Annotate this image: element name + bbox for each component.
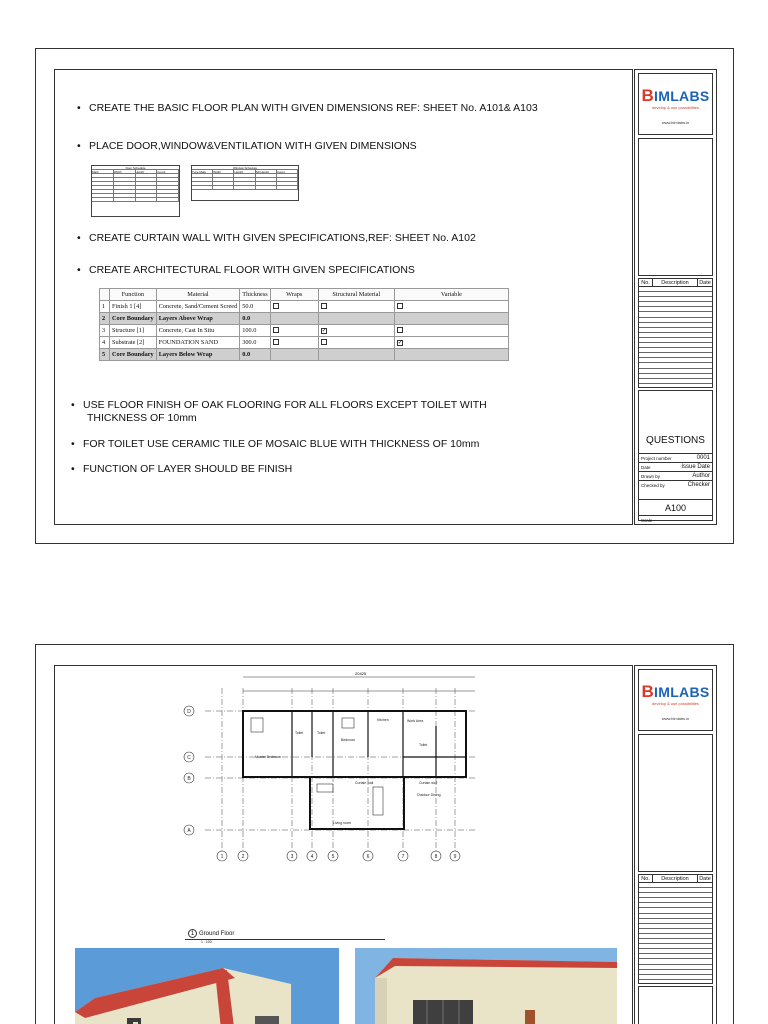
checked-by-row: [639, 480, 712, 489]
window-schedule-header: Width: [213, 170, 234, 173]
title-block-info: [638, 390, 713, 521]
grid-row-label: C: [187, 755, 191, 761]
view-title: [188, 929, 234, 938]
layer-thickness: 0.0: [240, 349, 271, 361]
room-label: Curtain wall: [419, 781, 438, 785]
sheet-title: QUESTIONS: [646, 435, 705, 446]
window-schedule-header: Height: [234, 170, 255, 173]
room-label: Toilet: [317, 731, 326, 735]
logo-tagline: develop & use possibilities: [652, 701, 699, 706]
window-schedule-header: Sill Height: [256, 170, 277, 173]
floor-layers-table: [99, 288, 509, 361]
title-block: [634, 665, 717, 1024]
layer-thickness: 100.0: [240, 325, 271, 337]
checked-by: Checker: [687, 482, 710, 488]
grid-row-label: B: [187, 776, 191, 782]
scale-row: [639, 515, 712, 524]
room-label: Toilet: [419, 743, 428, 747]
logo-text: IMLABS: [654, 684, 710, 700]
post-instruction-1: • USE FLOOR FINISH OF OAK FLOORING FOR ALL FLOORS EXCEPT TOILET WITH: [71, 399, 487, 411]
layer-thickness: 300.0: [240, 337, 271, 349]
structural-checkbox[interactable]: [321, 303, 327, 309]
variable-checkbox[interactable]: [397, 327, 403, 333]
door-schedule-header: Width: [114, 170, 136, 173]
layer-structural: [318, 337, 394, 349]
sheet-ground-floor: [35, 644, 734, 1024]
room-label: Outdoor Dining: [417, 793, 441, 797]
layer-wraps: [270, 301, 318, 313]
drawn-by-label: Drawn by: [641, 474, 661, 479]
view-title-text: Ground Floor: [199, 931, 235, 938]
drawn-by: Author: [692, 473, 710, 479]
layer-number: 3: [100, 325, 110, 337]
logo: [638, 73, 713, 135]
layer-structural: [318, 301, 394, 313]
layer-function: Core Boundary: [110, 313, 157, 325]
project-number-label: Project number: [641, 456, 672, 461]
wraps-checkbox[interactable]: [273, 339, 279, 345]
layer-number: 4: [100, 337, 110, 349]
room-label: Bedroom: [341, 738, 356, 742]
layer-material: FOUNDATION SAND: [156, 337, 240, 349]
room-label: Kitchen: [377, 718, 389, 722]
revision-table: [638, 278, 713, 388]
room-label: Master Bedroom: [255, 755, 281, 759]
render-view-rear: [355, 948, 617, 1024]
revision-date-header: Date: [699, 876, 711, 882]
instruction-2: • PLACE DOOR,WINDOW&VENTILATION WITH GIVEN DIMENSIONS: [77, 140, 417, 152]
grid-column-label: 2: [241, 854, 245, 860]
layer-thickness: 0.0: [240, 313, 271, 325]
view-scale: 1 : 100: [201, 940, 212, 944]
structural-checkbox[interactable]: ✓: [321, 328, 327, 334]
brand-logo: [641, 86, 709, 106]
revision-description-header: Description: [653, 875, 698, 882]
window-schedule-header: Count: [277, 170, 298, 173]
grid-column-label: 4: [310, 854, 314, 860]
post-instruction-1-cont: THICKNESS OF 10mm: [87, 412, 197, 424]
layer-number: 2: [100, 313, 110, 325]
instruction-1: • CREATE THE BASIC FLOOR PLAN WITH GIVEN DIMENSIONS REF: SHEET No. A101& A103: [77, 102, 538, 114]
layer-function: Structure [1]: [110, 325, 157, 337]
grid-column-label: 3: [290, 854, 294, 860]
logo-text: IMLABS: [654, 88, 710, 104]
scale-label: Scale: [641, 518, 653, 523]
project-number: 0001: [696, 455, 710, 461]
layer-structural: [318, 325, 394, 337]
door-schedule: [91, 165, 180, 217]
grid-column-label: 6: [366, 854, 370, 860]
drawn-by-row: [639, 471, 712, 480]
logo-b: B: [641, 86, 655, 105]
title-block-blank: [638, 734, 713, 872]
post-instruction-3: • FUNCTION OF LAYER SHOULD BE FINISH: [71, 463, 292, 475]
grid-row-label: D: [187, 709, 191, 715]
logo-url: www.bimlabs.in: [661, 716, 690, 721]
revision-table: [638, 874, 713, 984]
layer-wraps: [270, 325, 318, 337]
layer-number: 1: [100, 301, 110, 313]
revision-no-header: No.: [639, 279, 653, 286]
layers-header: Wraps: [270, 289, 318, 301]
layer-material: Concrete, Cast In Situ: [156, 325, 240, 337]
overall-dimension: 20425: [355, 671, 367, 676]
wraps-checkbox[interactable]: [273, 327, 279, 333]
layer-function: Finish 1 [4]: [110, 301, 157, 313]
render-view-front: [75, 948, 339, 1024]
revision-no-header: No.: [639, 875, 653, 882]
table-row: [100, 301, 509, 313]
issue-date: Issue Date: [681, 464, 710, 470]
grid-column-label: 5: [331, 854, 335, 860]
view-title-underline: [185, 939, 385, 940]
window-schedule: [191, 165, 299, 201]
layers-header: Material: [156, 289, 240, 301]
grid-column-label: 1: [220, 854, 224, 860]
layer-variable: [394, 325, 508, 337]
layer-number: 5: [100, 349, 110, 361]
variable-checkbox[interactable]: [397, 303, 403, 309]
layer-material: Layers Above Wrap: [156, 313, 240, 325]
sheet-drawing-area: [54, 665, 633, 1024]
room-label: Curtain wall: [355, 781, 374, 785]
layer-wraps: [270, 337, 318, 349]
door-schedule-header: Mark: [92, 170, 114, 173]
layers-header: Function: [110, 289, 157, 301]
layer-function: Core Boundary: [110, 349, 157, 361]
window-schedule-header: Type Mark: [192, 170, 213, 173]
room-label: Work Area: [407, 719, 424, 723]
room-label: Toilet: [295, 731, 304, 735]
layers-header: Thickness: [240, 289, 271, 301]
door-schedule-title: Door Schedule: [125, 166, 146, 169]
door-schedule-header: Height: [136, 170, 158, 173]
logo-tagline: develop & use possibilities: [652, 105, 699, 110]
checked-by-label: Checked by: [641, 483, 665, 488]
logo: [638, 669, 713, 731]
revision-description-header: Description: [653, 279, 698, 286]
instruction-3: • CREATE CURTAIN WALL WITH GIVEN SPECIFICATIONS,REF: SHEET No. A102: [77, 232, 476, 244]
layers-header: [100, 289, 110, 301]
layers-header: Variable: [394, 289, 508, 301]
revision-date-header: Date: [699, 280, 711, 286]
date-row: [639, 462, 712, 471]
instruction-4: • CREATE ARCHITECTURAL FLOOR WITH GIVEN SPECIFICATIONS: [77, 264, 415, 276]
post-instruction-2: • FOR TOILET USE CERAMIC TILE OF MOSAIC BLUE WITH THICKNESS OF 10mm: [71, 438, 479, 450]
table-row: [100, 325, 509, 337]
layer-function: Substrate [2]: [110, 337, 157, 349]
layer-variable: [394, 337, 508, 349]
table-row: [100, 313, 509, 325]
layer-variable: [394, 301, 508, 313]
sheet-questions: [35, 48, 734, 544]
door-schedule-header: Count: [157, 170, 179, 173]
grid-column-label: 7: [401, 854, 405, 860]
grid-column-label: 8: [434, 854, 438, 860]
layer-material: Layers Below Wrap: [156, 349, 240, 361]
layer-thickness: 50.0: [240, 301, 271, 313]
table-row: [100, 349, 509, 361]
variable-checkbox[interactable]: ✓: [397, 340, 403, 346]
title-block: [634, 69, 717, 525]
title-block-blank: [638, 138, 713, 276]
sheet-number: A100: [639, 499, 712, 515]
project-number-row: [639, 453, 712, 462]
logo-url: www.bimlabs.in: [661, 120, 690, 125]
room-label: Living room: [333, 821, 352, 825]
logo-b: B: [641, 682, 655, 701]
layer-material: Concrete, Sand/Cement Screed: [156, 301, 240, 313]
brand-logo: [641, 682, 709, 702]
table-row: [100, 337, 509, 349]
title-block-info: [638, 986, 713, 1024]
window-schedule-title: Window Schedule: [232, 166, 257, 169]
wraps-checkbox[interactable]: [273, 303, 279, 309]
view-number: 1: [188, 929, 197, 938]
sheet-drawing-area: [54, 69, 633, 525]
grid-column-label: 9: [453, 854, 457, 860]
date-label: Date: [641, 465, 651, 470]
layers-header: Structural Material: [318, 289, 394, 301]
structural-checkbox[interactable]: [321, 339, 327, 345]
grid-row-label: A: [187, 828, 191, 834]
layers-header-row: [100, 289, 509, 301]
